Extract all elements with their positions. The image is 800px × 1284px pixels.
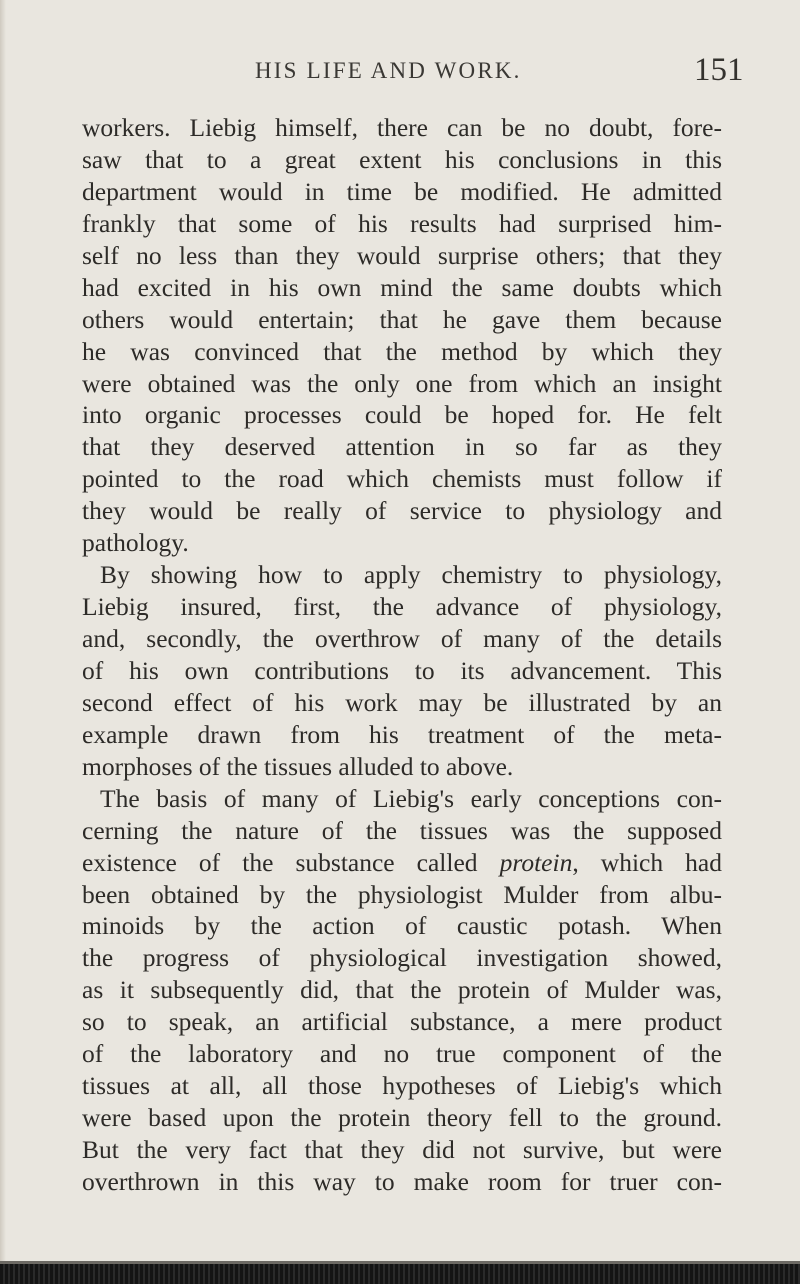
text-line: department would in time be modified. He admitted — [82, 176, 722, 206]
page-left-edge — [0, 0, 6, 1284]
text-line: the progress of physiological investigation showed, — [82, 943, 722, 973]
italic-term-protein: protein — [499, 847, 573, 877]
text-line: had excited in his own mind the same doubts which — [82, 272, 722, 302]
text-line: he was convinced that the method by which they — [82, 336, 722, 366]
text-line — [82, 847, 722, 879]
text-line: pointed to the road which chemists must follow if — [82, 464, 722, 494]
text-line: Liebig insured, first, the advance of physiology, — [82, 592, 722, 622]
text-line: example drawn from his treatment of the meta- — [82, 719, 722, 749]
text-line: self no less than they would surprise others; that they — [82, 240, 722, 270]
text-segment: existence of the substance called — [82, 847, 478, 877]
text-line: been obtained by the physiologist Mulder from albu- — [82, 879, 722, 909]
text-line: overthrown in this way to make room for truer con- — [82, 1166, 722, 1196]
text-line: second effect of his work may be illustrated by an — [82, 687, 722, 717]
text-line: minoids by the action of caustic potash. When — [82, 911, 722, 941]
text-line: cerning the nature of the tissues was the supposed — [82, 815, 722, 845]
text-line: frankly that some of his results had surprised him- — [82, 208, 722, 238]
text-line: as it subsequently did, that the protein of Mulder was, — [82, 975, 722, 1005]
text-segment: , which had — [572, 847, 722, 877]
page-bottom-band — [0, 1264, 800, 1284]
text-line: The basis of many of Liebig's early conceptions con- — [100, 783, 722, 813]
text-line: were based upon the protein theory fell to the ground. — [82, 1103, 722, 1133]
text-line: tissues at all, all those hypotheses of Liebig's which — [82, 1071, 722, 1101]
text-line: By showing how to apply chemistry to physiology, — [100, 560, 722, 590]
page-number: 151 — [694, 52, 744, 88]
text-line: they would be really of service to physiology and — [82, 496, 722, 526]
text-line: of his own contributions to its advancement. This — [82, 655, 722, 685]
text-line: others would entertain; that he gave them because — [82, 304, 722, 334]
running-head: HIS LIFE AND WORK. — [255, 58, 522, 83]
text-line: so to speak, an artificial substance, a mere product — [82, 1007, 722, 1037]
text-line: saw that to a great extent his conclusions in this — [82, 144, 722, 174]
text-line: that they deserved attention in so far as they — [82, 432, 722, 462]
text-line: workers. Liebig himself, there can be no doubt, fore- — [82, 113, 722, 142]
text-line: into organic processes could be hoped for. He felt — [82, 400, 722, 430]
body-text — [82, 112, 722, 1198]
text-line: and, secondly, the overthrow of many of the details — [82, 624, 722, 653]
page-header — [0, 52, 800, 92]
text-line: pathology. — [82, 528, 189, 558]
text-line: of the laboratory and no true component of the — [82, 1039, 722, 1069]
text-line: But the very fact that they did not survive, but were — [82, 1135, 722, 1164]
text-line: were obtained was the only one from which an insight — [82, 368, 722, 398]
text-line: morphoses of the tissues alluded to above. — [82, 751, 514, 781]
